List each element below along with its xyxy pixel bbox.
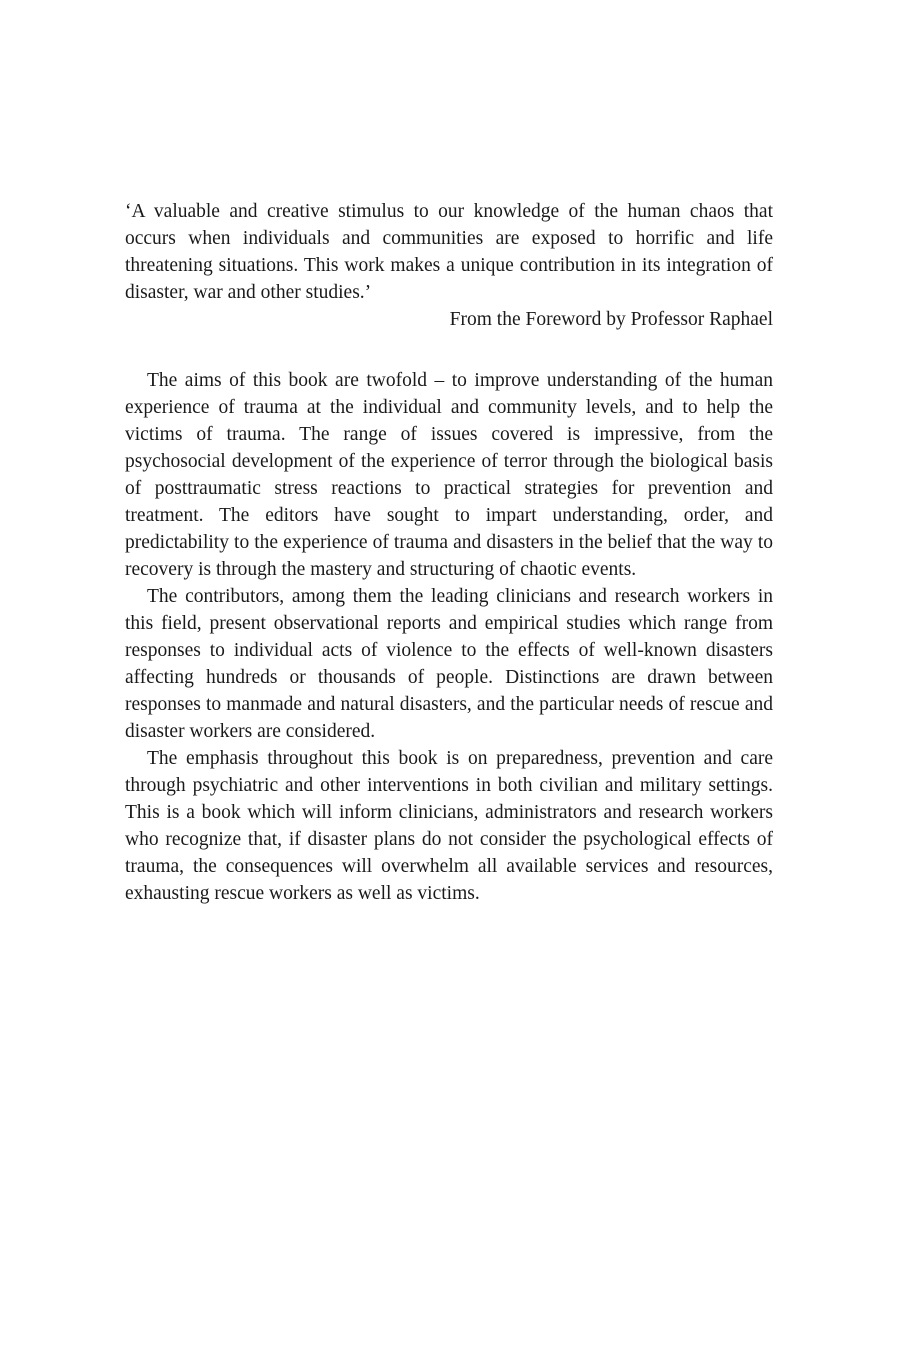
quote-attribution: From the Foreword by Professor Raphael: [449, 309, 773, 330]
description-paragraph-contributors: The contributors, among them the leading clinicians and research workers in this field, present observational reports and empirical studies which range from responses to individual acts of violence to the effects of well-known disasters affecting hundreds or thousands of people. Distinctions are drawn between responses to manmade and natural disasters, and the particular needs of rescue and disaster workers are considered.: [125, 586, 773, 742]
description-paragraph-emphasis: The emphasis throughout this book is on preparedness, prevention and care through psychiatric and other interventions in both civilian and military settings. This is a book which will inform clinicians, administrators and research workers who recognize that, if disaster plans do not consider the psychological effects of trauma, the consequences will overwhelm all available services and resources, exhausting rescue workers as well as victims.: [125, 748, 773, 904]
description-paragraph-aims: The aims of this book are twofold – to improve understanding of the human experience of trauma at the individual and community levels, and to help the victims of trauma. The range of issues covered is impressive, from the psychosocial development of the experience of terror through the biological basis of posttraumatic stress reactions to practical strategies for prevention and treatment. The editors have sought to impart understanding, order, and predictability to the experience of trauma and disasters in the belief that the way to recovery is through the mastery and structuring of chaotic events.: [125, 370, 773, 580]
text-block: [125, 198, 773, 907]
book-description: [125, 367, 773, 907]
foreword-quote: ‘A valuable and creative stimulus to our knowledge of the human chaos that occurs when individuals and communities are exposed to horrific and life threatening situations. This work makes a unique contribution in its integration of disaster, war and other studies.’: [125, 201, 773, 303]
